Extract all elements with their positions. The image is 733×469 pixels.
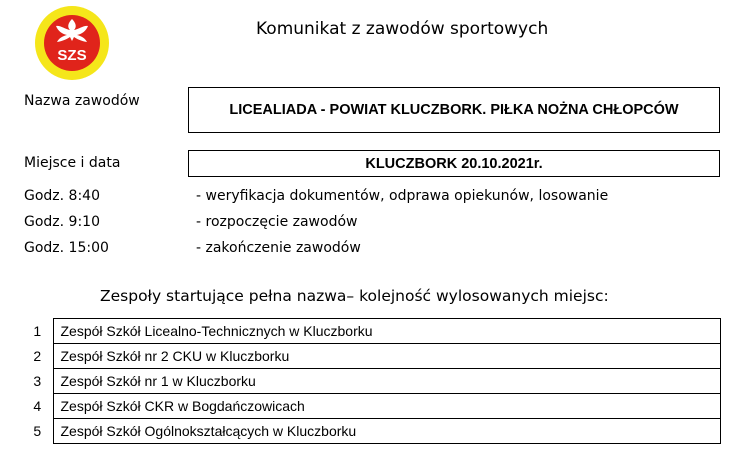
schedule-time: Godz. 15:00 <box>24 240 109 256</box>
table-row <box>22 319 721 344</box>
competition-name-label: Nazwa zawodów <box>24 93 140 109</box>
table-row <box>22 369 721 394</box>
team-number: 3 <box>33 373 42 389</box>
team-name: Zespół Szkół nr 1 w Kluczborku <box>53 369 721 394</box>
team-number: 5 <box>33 423 42 439</box>
team-name: Zespół Szkół Ogólnokształcących w Kluczborku <box>53 419 721 444</box>
page-title: Komunikat z zawodów sportowych <box>256 19 549 39</box>
place-date-box <box>188 150 720 177</box>
team-number: 1 <box>33 323 42 339</box>
competition-name-box <box>188 87 720 133</box>
team-number: 4 <box>33 398 42 414</box>
szs-logo <box>34 5 110 81</box>
teams-table <box>22 318 721 444</box>
teams-heading: Zespoły startujące pełna nazwa– kolejność wylosowanych miejsc: <box>100 287 609 305</box>
table-row <box>22 394 721 419</box>
logo-text: SZS <box>57 47 87 64</box>
schedule-time: Godz. 9:10 <box>24 214 100 230</box>
place-date-value: KLUCZBORK 20.10.2021r. <box>365 155 543 172</box>
schedule-desc: - weryfikacja dokumentów, odprawa opiekunów, losowanie <box>196 188 609 204</box>
team-name: Zespół Szkół CKR w Bogdańczowicach <box>53 394 721 419</box>
place-date-label: Miejsce i data <box>24 155 121 171</box>
team-name: Zespół Szkół Licealno-Technicznych w Kluczborku <box>53 319 721 344</box>
table-row <box>22 344 721 369</box>
szs-emblem-icon <box>34 5 110 81</box>
team-name: Zespół Szkół nr 2 CKU w Kluczborku <box>53 344 721 369</box>
schedule-desc: - zakończenie zawodów <box>196 240 361 256</box>
team-number: 2 <box>33 348 42 364</box>
table-row <box>22 419 721 444</box>
schedule-time: Godz. 8:40 <box>24 188 100 204</box>
schedule-desc: - rozpoczęcie zawodów <box>196 214 358 230</box>
competition-name-value: LICEALIADA - POWIAT KLUCZBORK. PIŁKA NOŻNA CHŁOPCÓW <box>229 102 679 118</box>
